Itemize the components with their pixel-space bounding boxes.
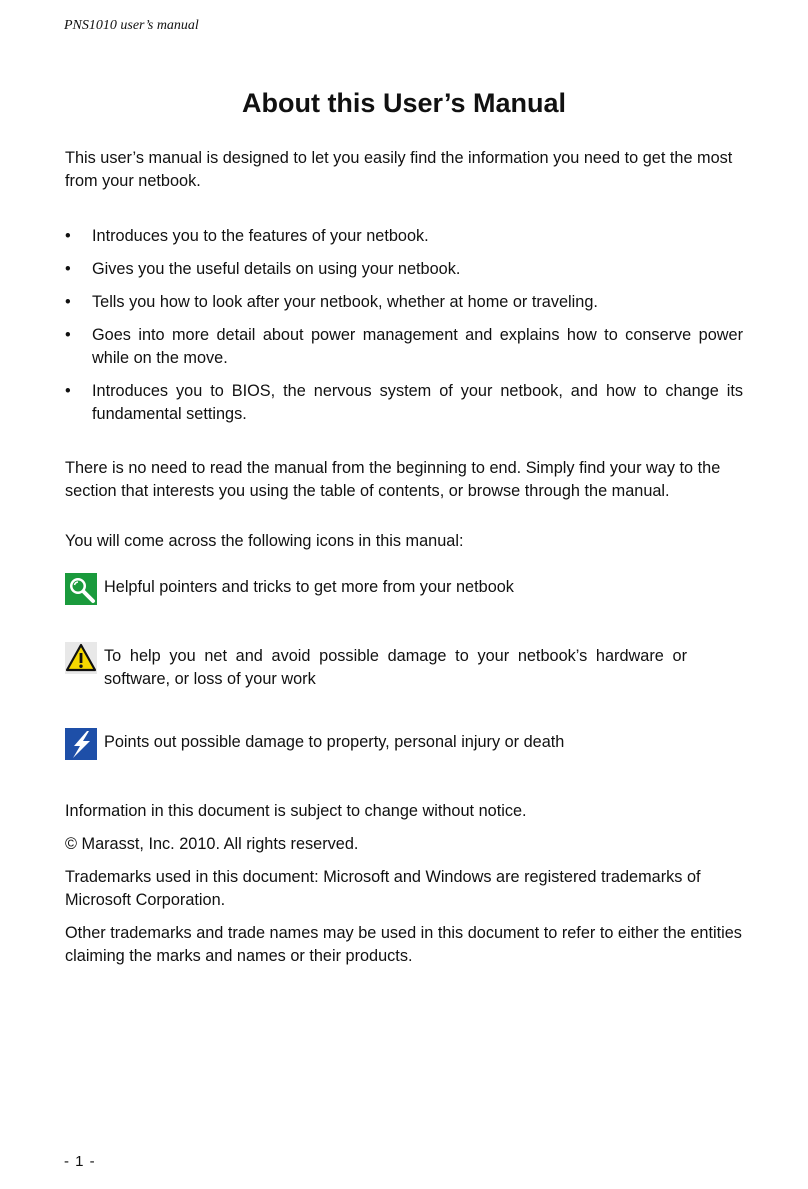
- bullet-icon: •: [65, 227, 71, 245]
- running-header: PNS1010 user’s manual: [64, 18, 199, 33]
- list-item: [65, 380, 743, 426]
- icons-intro-paragraph: You will come across the following icons in this manual:: [65, 532, 464, 550]
- trademark-notice: Trademarks used in this document: Microsoft and Windows are registered trademarks of Microsoft Corporation.: [65, 868, 701, 909]
- list-item: [65, 324, 743, 370]
- bullet-icon: •: [65, 293, 71, 311]
- page-number: - 1 -: [64, 1153, 96, 1170]
- legal-notices: [65, 800, 743, 968]
- bullet-icon: •: [65, 326, 71, 344]
- warning-triangle-icon: [65, 642, 97, 674]
- other-trademarks-notice: Other trademarks and trade names may be used in this document to refer to either the entities claiming the marks and names or their products.: [65, 924, 742, 965]
- icon-legend-text: To help you net and avoid possible damage to your netbook’s hardware or software, or loss of your work: [104, 647, 687, 688]
- list-item-text: Tells you how to look after your netbook, whether at home or traveling.: [92, 293, 598, 311]
- reading-guide-paragraph: There is no need to read the manual from the beginning to end. Simply find your way to the section that interests you using the table of contents, or browse through the manual.: [65, 459, 721, 500]
- change-notice: Information in this document is subject to change without notice.: [65, 802, 527, 820]
- list-item-text: Introduces you to the features of your netbook.: [92, 227, 429, 245]
- bullet-icon: •: [65, 260, 71, 278]
- list-item: [65, 258, 743, 281]
- list-item: [65, 225, 743, 248]
- icon-legend-text: Points out possible damage to property, personal injury or death: [104, 733, 565, 751]
- icon-legend-caution: [65, 645, 743, 691]
- icon-legend-danger: [65, 731, 743, 760]
- list-item: [65, 291, 743, 314]
- icon-legend-text: Helpful pointers and tricks to get more from your netbook: [104, 578, 514, 596]
- list-item-text: Gives you the useful details on using your netbook.: [92, 260, 461, 278]
- intro-paragraph: This user’s manual is designed to let you easily find the information you need to get the most from your netbook.: [65, 149, 733, 190]
- feature-list: [65, 225, 743, 426]
- page-body: [65, 147, 743, 978]
- lightning-danger-icon: [65, 728, 97, 760]
- list-item-text: Introduces you to BIOS, the nervous system of your netbook, and how to change its fundamental settings.: [92, 382, 743, 423]
- bullet-icon: •: [65, 382, 71, 400]
- magnifier-tip-icon: [65, 573, 97, 605]
- icon-legend-tip: [65, 576, 743, 605]
- list-item-text: Goes into more detail about power management and explains how to conserve power while on the move.: [92, 326, 743, 367]
- page-title: About this User’s Manual: [241, 88, 567, 118]
- copyright-notice: © Marasst, Inc. 2010. All rights reserved.: [65, 835, 359, 853]
